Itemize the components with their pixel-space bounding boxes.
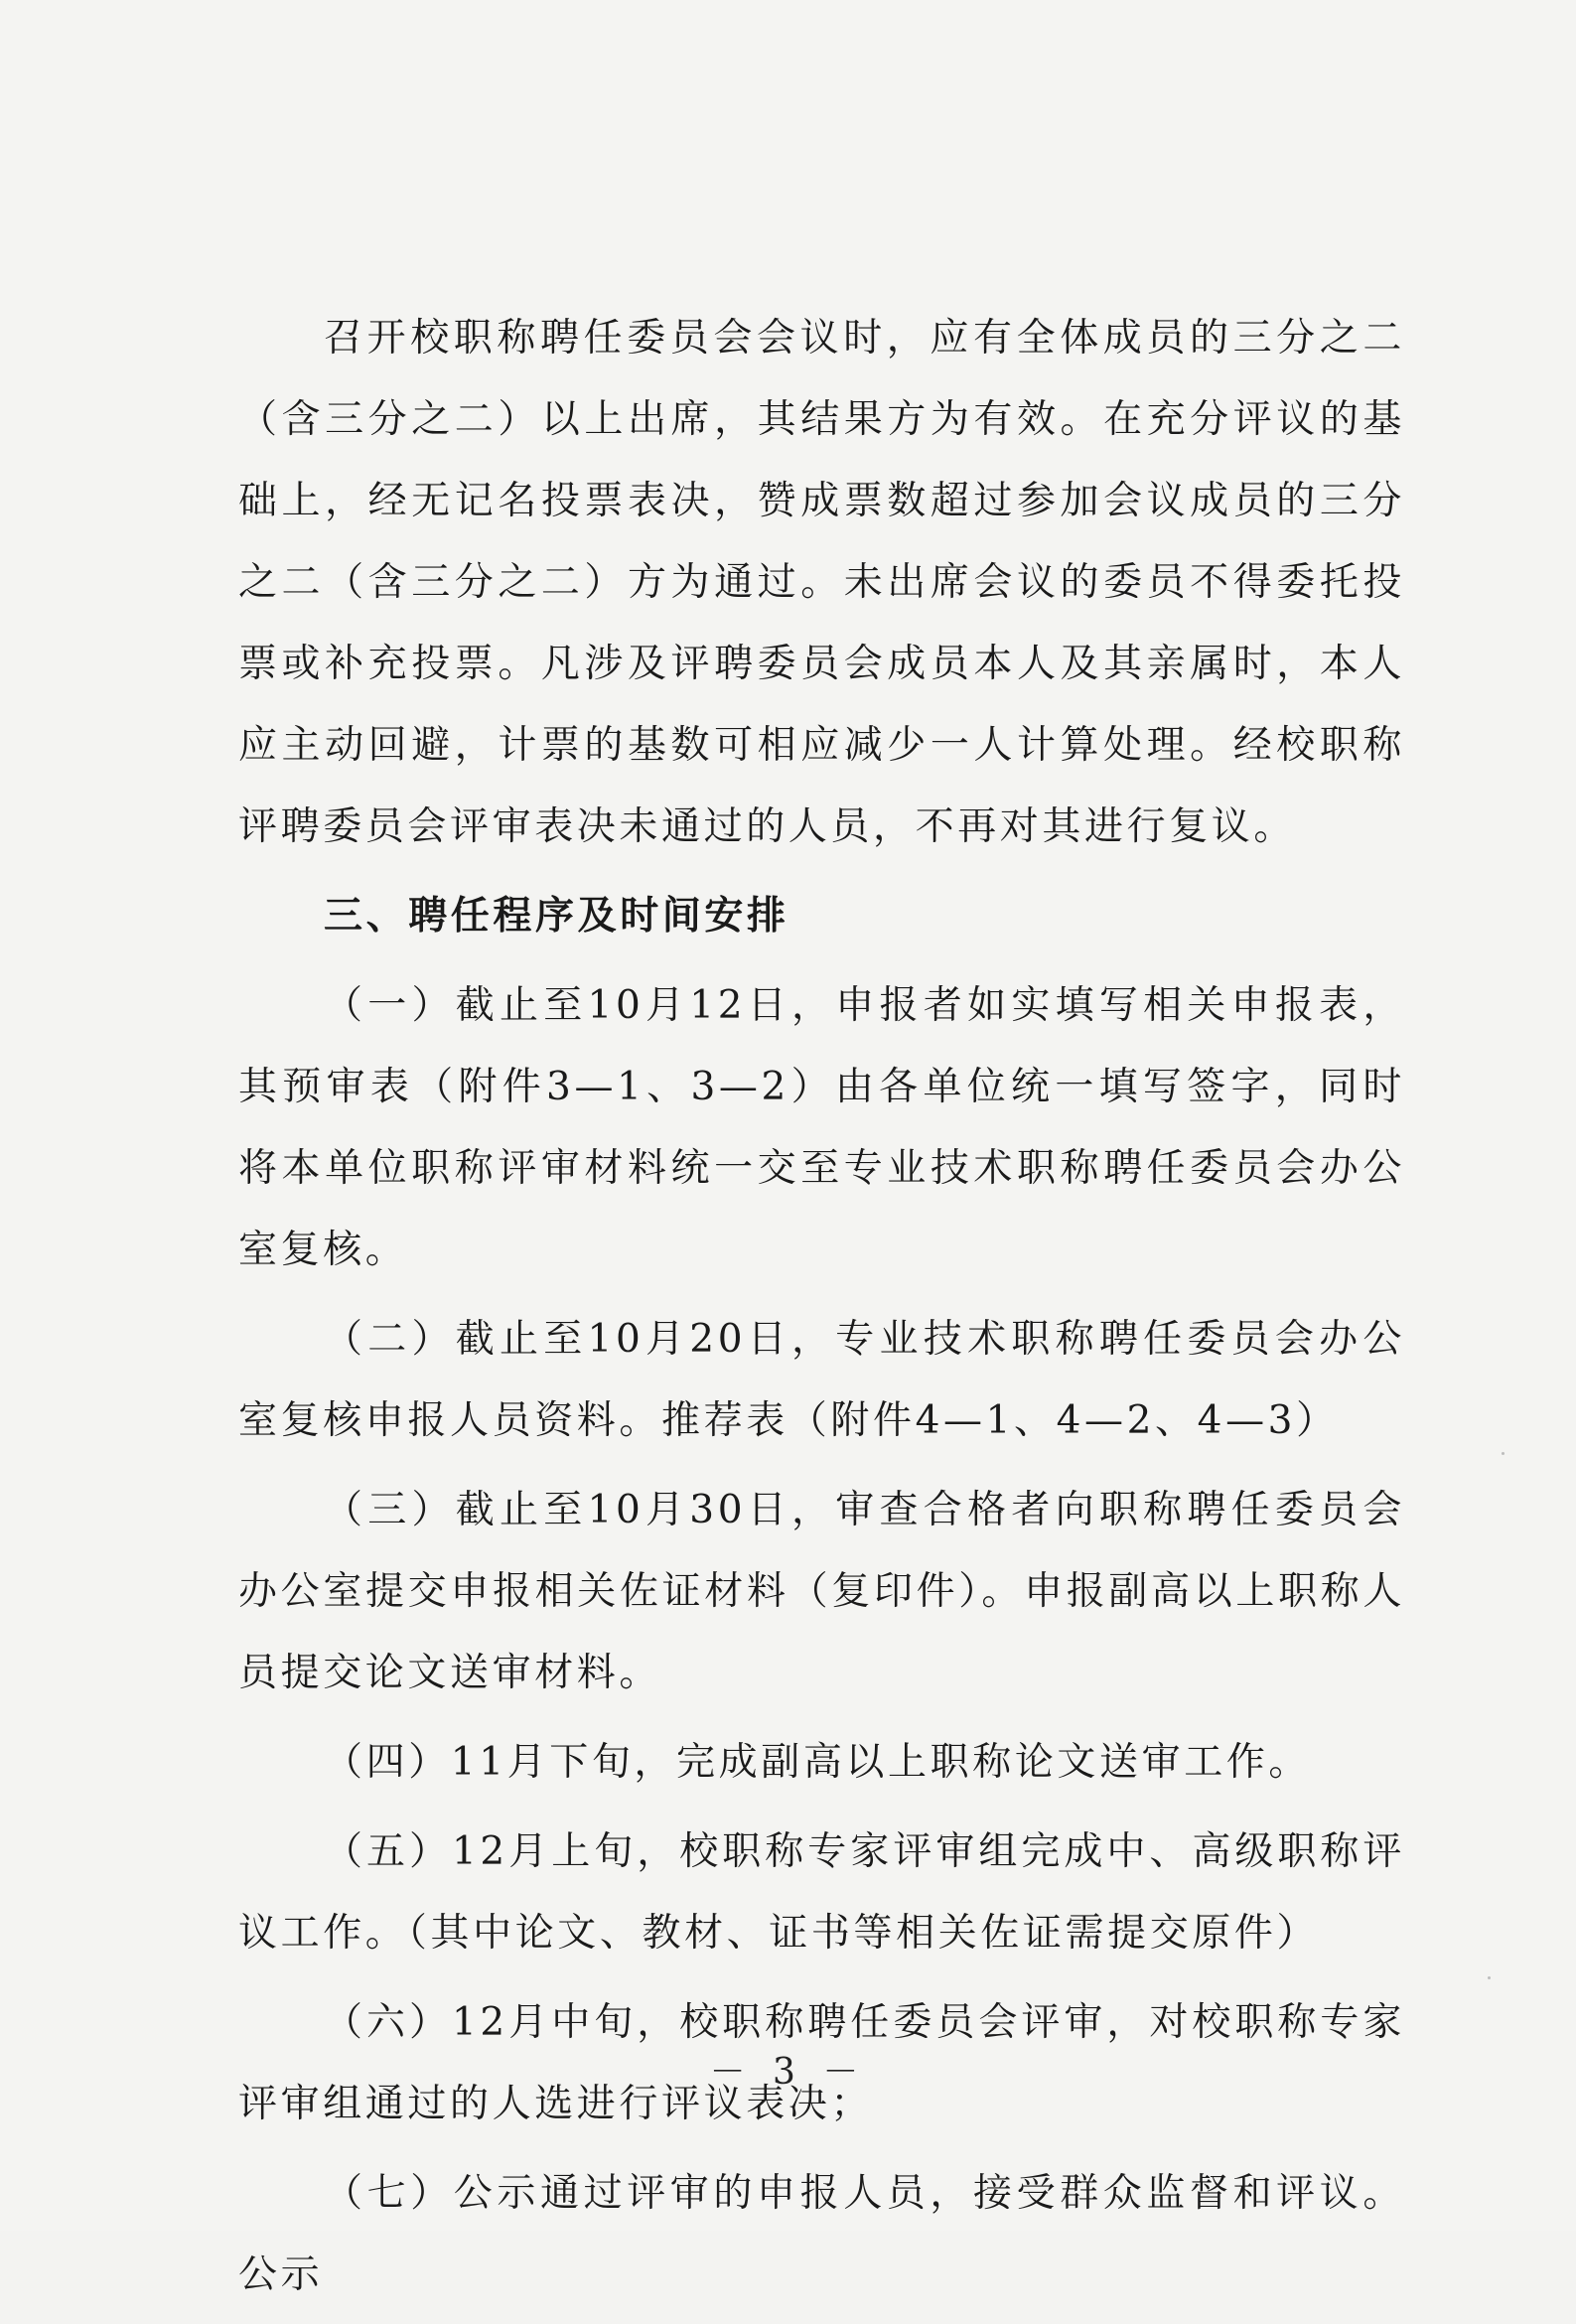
page-number: － 3 － [709,2052,867,2093]
procedure-step-5: （五）12月上旬，校职称专家评审组完成中、高级职称评议工作。（其中论文、教材、证书等相关佐证需提交原件） [238,1829,1405,1956]
procedure-step-3: （三）截止至10月30日，审查合格者向职称聘任委员会办公室提交申报相关佐证材料（复印件）。申报副高以上职称人员提交论文送审材料。 [238,1488,1405,1695]
paragraph-meeting-rules: 召开校职称聘任委员会会议时，应有全体成员的三分之二（含三分之二）以上出席，其结果方为有效。在充分评议的基础上，经无记名投票表决，赞成票数超过参加会议成员的三分之二（含三分之二）方为通过。未出席会议的委员不得委托投票或补充投票。凡涉及评聘委员会成员本人及其亲属时，本人应主动回避，计票的基数可相应减少一人计算处理。经校职称评聘委员会评审表决未通过的人员，不再对其进行复议。 [238,316,1405,849]
scan-speck [1488,1976,1491,1979]
document-body [238,298,1405,2324]
procedure-step-7: （七）公示通过评审的申报人员，接受群众监督和评议。公示 [238,2171,1405,2297]
procedure-step-1: （一）截止至10月12日，申报者如实填写相关申报表，其预审表（附件3—1、3—2）由各单位统一填写签字，同时将本单位职称评审材料统一交至专业技术职称聘任委员会办公室复核。 [238,983,1405,1272]
procedure-step-2: （二）截止至10月20日，专业技术职称聘任委员会办公室复核申报人员资料。推荐表（附件4—1、4—2、4—3） [238,1317,1405,1443]
scan-speck [1502,1452,1504,1455]
section-heading-3: 三、聘任程序及时间安排 [324,894,789,939]
procedure-step-6: （六）12月中旬，校职称聘任委员会评审，对校职称专家评审组通过的人选进行评议表决； [238,2000,1405,2126]
procedure-step-4: （四）11月下旬，完成副高以上职称论文送审工作。 [324,1740,1312,1785]
